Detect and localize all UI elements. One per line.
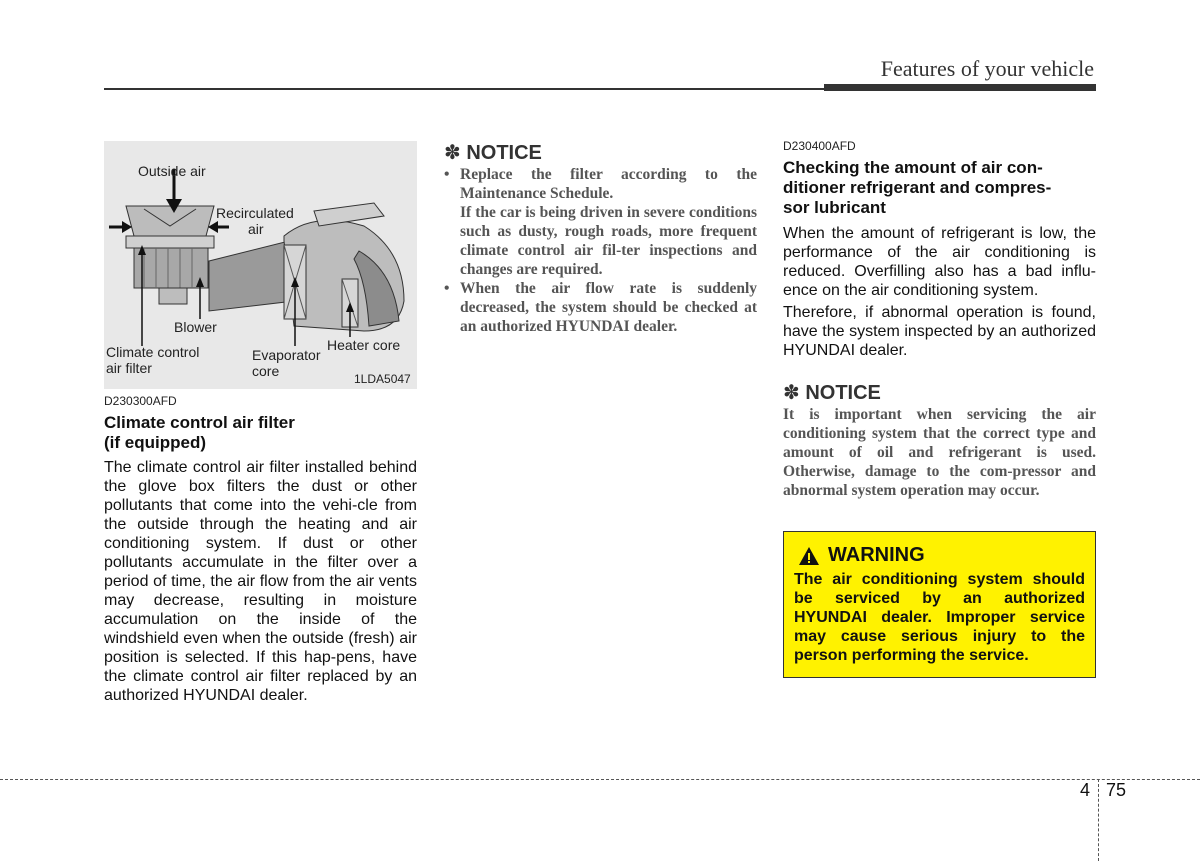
label-evaporator: Evaporator xyxy=(252,347,321,363)
figure-code: 1LDA5047 xyxy=(354,372,411,386)
section-number: 4 xyxy=(1080,780,1091,800)
label-recirculated-air-2: air xyxy=(248,221,264,237)
label-heater-core: Heater core xyxy=(327,337,401,353)
notice-text-right: It is important when servicing the air conditioning system that the correct type and amount of oil and refrigerant is used. Otherwise, damage to the com-pressor and abnormal system operation may occur. xyxy=(783,406,1096,499)
notice-item-text: When the air flow rate is suddenly decreased, the system should be checked at an authorized HYUNDAI dealer. xyxy=(460,280,757,335)
refrigerant-paragraph-1: When the amount of refrigerant is low, the performance of the air conditioning is reduced. Overfilling also has a bad influ-ence on the air conditioning system. xyxy=(783,225,1096,299)
notice-title-right: ✽ NOTICE xyxy=(783,382,881,404)
label-blower: Blower xyxy=(174,319,217,335)
section-code-left: D230300AFD xyxy=(104,394,177,408)
filter-description: The climate control air filter installed behind the glove box filters the dust or other pollutants that come into the vehi-cle from the outside through the heating and air conditioning system. If dust or other pollutants accumulate in the filter over a period of time, the air flow from the air vents may decrease, resulting in moisture accumulation on the inside of the windshield even when the outside (fresh) air position is selected. If this hap-pens, have the climate control air filter replaced by an authorized HYUNDAI dealer. xyxy=(104,459,417,704)
page-header-title: Features of your vehicle xyxy=(880,56,1094,81)
page-number: 75 xyxy=(1106,780,1127,800)
heading-line: Climate control air filter xyxy=(104,413,295,432)
footer-vertical-divider xyxy=(1098,779,1099,861)
label-recirculated-air: Recirculated xyxy=(216,205,294,221)
warning-text: The air conditioning system should be serviced by an authorized HYUNDAI dealer. Improper service may cause serious injury to the person performing the service. xyxy=(794,571,1085,664)
warning-box xyxy=(783,531,1096,678)
refrigerant-paragraph-2: Therefore, if abnormal operation is found, have the system inspected by an authorized HYUNDAI dealer. xyxy=(783,304,1096,359)
notice-item-text: If the car is being driven in severe conditions such as dusty, rough roads, more frequent climate control air fil-ter inspections and changes are required. xyxy=(460,204,757,278)
notice-item: • When the air flow rate is suddenly decreased, the system should be checked at an authorized HYUNDAI dealer. xyxy=(444,280,757,335)
label-filter-2: air filter xyxy=(106,360,152,376)
heading-line: Checking the amount of air con- xyxy=(783,158,1043,177)
warning-triangle-icon xyxy=(798,546,820,566)
heading-line: ditioner refrigerant and compres- xyxy=(783,178,1052,197)
notice-item-text: Replace the filter according to the Maintenance Schedule. xyxy=(460,166,757,202)
section-heading-right xyxy=(783,158,1096,218)
section-heading-left xyxy=(104,413,417,453)
notice-item: • Replace the filter according to the Maintenance Schedule. If the car is being driven in severe conditions such as dusty, rough roads, more frequent climate control air fil-ter inspections and changes are required. xyxy=(444,166,757,278)
warning-title: WARNING xyxy=(828,544,925,566)
label-filter: Climate control xyxy=(106,344,200,360)
heading-line: (if equipped) xyxy=(104,433,206,452)
notice-title-middle: ✽ NOTICE xyxy=(444,142,542,164)
label-evaporator-2: core xyxy=(252,363,280,379)
section-code-right: D230400AFD xyxy=(783,139,856,153)
header-rule-accent xyxy=(824,84,1096,91)
label-outside-air: Outside air xyxy=(138,163,206,179)
air-filter-diagram xyxy=(104,141,417,389)
footer-divider xyxy=(0,779,1200,780)
notice-list-middle xyxy=(444,165,757,336)
heading-line: sor lubricant xyxy=(783,198,886,217)
